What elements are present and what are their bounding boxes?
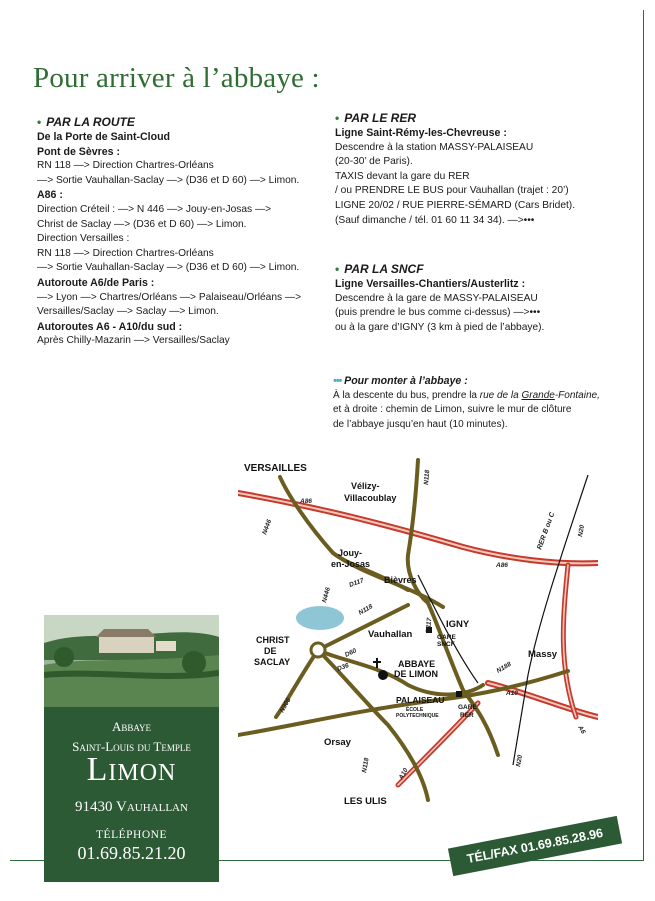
rer-line: / ou PRENDRE LE BUS pour Vauhallan (trajet : 20’) xyxy=(335,185,569,197)
rer-line: (Sauf dimanche / tél. 01 60 11 34 34). —>••• xyxy=(335,214,535,226)
label-gare-sncf-1: GARE xyxy=(437,634,456,641)
rer-line: TAXIS devant la gare du RER xyxy=(335,170,470,182)
road-a6: A6 xyxy=(576,724,587,736)
road-n20-b: N20 xyxy=(515,754,525,768)
route-line: Après Chilly-Mazarin —> Versailles/Saclay xyxy=(37,335,230,347)
road-n118-low: N118 xyxy=(361,757,371,774)
note-heading-text: Pour monter à l’abbaye : xyxy=(344,375,468,387)
note-heading xyxy=(333,374,600,389)
route-heading-text: PAR LA ROUTE xyxy=(46,115,135,129)
rer-line: Ligne Saint-Rémy-les-Chevreuse : xyxy=(335,127,507,139)
rer-heading-text: PAR LE RER xyxy=(344,111,416,125)
rer-station-icon xyxy=(456,691,462,697)
bullet-icon: • xyxy=(335,262,340,276)
route-line: Versailles/Saclay —> Saclay —> Limon. xyxy=(37,306,219,318)
route-line: —> Sortie Vauhallan-Saclay —> (D36 et D 60) —> Limon. xyxy=(37,174,300,186)
access-map xyxy=(238,455,598,810)
sncf-line: Ligne Versailles-Chantiers/Austerlitz : xyxy=(335,278,526,290)
page-title: Pour arriver à l’abbaye : xyxy=(33,62,320,94)
road-a86-b: A86 xyxy=(496,562,508,569)
card-tel-label: TÉLÉPHONE xyxy=(96,829,167,841)
route-line: RN 118 —> Direction Chartres-Orléans xyxy=(37,247,214,259)
card-abbaye: Abbaye xyxy=(111,719,152,734)
route-line: Pont de Sèvres : xyxy=(37,145,121,158)
label-rer-b-c: RER B ou C xyxy=(536,511,557,551)
sncf-section xyxy=(335,261,544,335)
route-line: —> Lyon —> Chartres/Orléans —> Palaiseau/Orléans —> xyxy=(37,291,302,303)
route-line: Autoroutes A6 - A10/du sud : xyxy=(37,320,183,333)
road-d117-b: D117 xyxy=(425,617,434,634)
sncf-lines xyxy=(335,277,544,335)
road-n118-mid: N118 xyxy=(357,603,375,617)
route-heading xyxy=(37,114,301,130)
label-velizy-1: Vélizy- xyxy=(351,481,380,491)
rer-heading xyxy=(335,110,575,126)
route-line: —> Sortie Vauhallan-Saclay —> (D36 et D 60) —> Limon. xyxy=(37,262,300,274)
rer-section xyxy=(335,110,575,228)
rer-line: LIGNE 20/02 / RUE PIERRE-SÉMARD (Cars Bridet). xyxy=(335,199,576,211)
map-svg xyxy=(238,455,598,810)
note-text: À la descente du bus, prendre la xyxy=(333,389,480,401)
route-line: RN 118 —> Direction Chartres-Orléans xyxy=(37,160,214,172)
rer-line: Descendre à la station MASSY-PALAISEAU xyxy=(335,141,534,153)
card-zip: 91430 Vauhallan xyxy=(75,799,188,815)
label-ecole-2: POLYTECHNIQUE xyxy=(396,713,439,719)
road-n446-a: N446 xyxy=(261,518,274,536)
label-abbaye-1: ABBAYE xyxy=(398,659,436,669)
label-vauhallan: Vauhallan xyxy=(368,629,413,640)
bullet-icon: • xyxy=(37,115,42,129)
cross-icon xyxy=(373,658,381,668)
label-bievres: Bièvres xyxy=(384,575,417,585)
label-abbaye-2: DE LIMON xyxy=(394,669,438,679)
label-gare-sncf-2: SNCF xyxy=(437,641,455,648)
rer-lines xyxy=(335,126,575,228)
label-palaiseau: PALAISEAU xyxy=(396,695,445,705)
note-street-end: -Fontaine, xyxy=(554,389,600,401)
road-a86-a: A86 xyxy=(300,498,312,505)
road-n188: N188 xyxy=(495,660,513,675)
sncf-line: ou à la gare d’IGNY (3 km à pied de l’abbaye). xyxy=(335,321,545,333)
note-street-underlined: Grande xyxy=(521,389,555,401)
label-ecole-1: ÉCOLE xyxy=(406,707,424,713)
route-line: Direction Créteil : —> N 446 —> Jouy-en-Josas —> xyxy=(37,203,272,215)
label-massy: Massy xyxy=(528,649,558,660)
note-line-1 xyxy=(333,389,600,404)
route-line: Autoroute A6/de Paris : xyxy=(37,276,155,289)
route-line: De la Porte de Saint-Cloud xyxy=(37,131,171,143)
label-gare-rer-2: RER xyxy=(460,712,474,719)
route-line: Christ de Saclay —> (D36 et D 60) —> Limon. xyxy=(37,218,247,230)
sncf-heading xyxy=(335,261,544,277)
roundabout-icon xyxy=(311,643,325,657)
sncf-line: Descendre à la gare de MASSY-PALAISEAU xyxy=(335,292,538,304)
rer-line: (20-30’ de Paris). xyxy=(335,156,413,168)
road-n306: N306 xyxy=(278,697,293,714)
road-a10-a: A10 xyxy=(506,690,518,697)
route-lines xyxy=(37,130,301,349)
abbey-dot-icon xyxy=(378,670,388,680)
sncf-heading-text: PAR LA SNCF xyxy=(344,262,424,276)
dots-icon: ••• xyxy=(333,375,342,387)
label-jouy-2: en-Josas xyxy=(331,559,371,569)
label-igny: IGNY xyxy=(446,619,470,630)
road-n446-b: N446 xyxy=(321,586,332,604)
note-line-3: de l’abbaye jusqu’en haut (10 minutes). xyxy=(333,418,508,430)
walking-note xyxy=(333,374,600,432)
note-line-2: et à droite : chemin de Limon, suivre le mur de clôture xyxy=(333,404,572,416)
road-a10-b: A10 xyxy=(397,767,410,781)
road-d117-a: D117 xyxy=(348,577,365,589)
road-d36: D36 xyxy=(336,662,350,673)
sncf-line: (puis prendre le bus comme ci-dessus) —>••• xyxy=(335,307,541,319)
label-les-ulis: LES ULIS xyxy=(344,796,387,807)
road-n118-top: N118 xyxy=(423,469,432,486)
lake-shape xyxy=(296,606,344,630)
card-limon: Limon xyxy=(86,751,177,788)
abbey-photo xyxy=(44,615,219,707)
route-line: A86 : xyxy=(37,189,63,202)
bullet-icon: • xyxy=(335,111,340,125)
label-christ-2: DE xyxy=(264,646,277,656)
route-section xyxy=(37,114,301,349)
label-christ-3: SACLAY xyxy=(254,657,291,667)
route-line: Direction Versailles : xyxy=(37,233,130,245)
fax-banner: TÉL/FAX 01.69.85.28.96 xyxy=(448,816,622,876)
label-orsay: Orsay xyxy=(324,737,351,748)
label-versailles: VERSAILLES xyxy=(244,463,307,474)
label-jouy-1: Jouy- xyxy=(338,548,363,558)
label-velizy-2: Villacoublay xyxy=(344,493,397,503)
road-n20-a: N20 xyxy=(577,524,587,538)
label-gare-rer-1: GARE xyxy=(458,704,477,711)
note-street: rue de la xyxy=(479,389,522,401)
card-saint-louis: Saint-Louis du Temple xyxy=(72,739,191,754)
road-d60: D60 xyxy=(343,647,358,659)
card-tel: 01.69.85.21.20 xyxy=(77,843,186,863)
address-card xyxy=(44,615,219,882)
label-christ-1: CHRIST xyxy=(256,635,290,645)
